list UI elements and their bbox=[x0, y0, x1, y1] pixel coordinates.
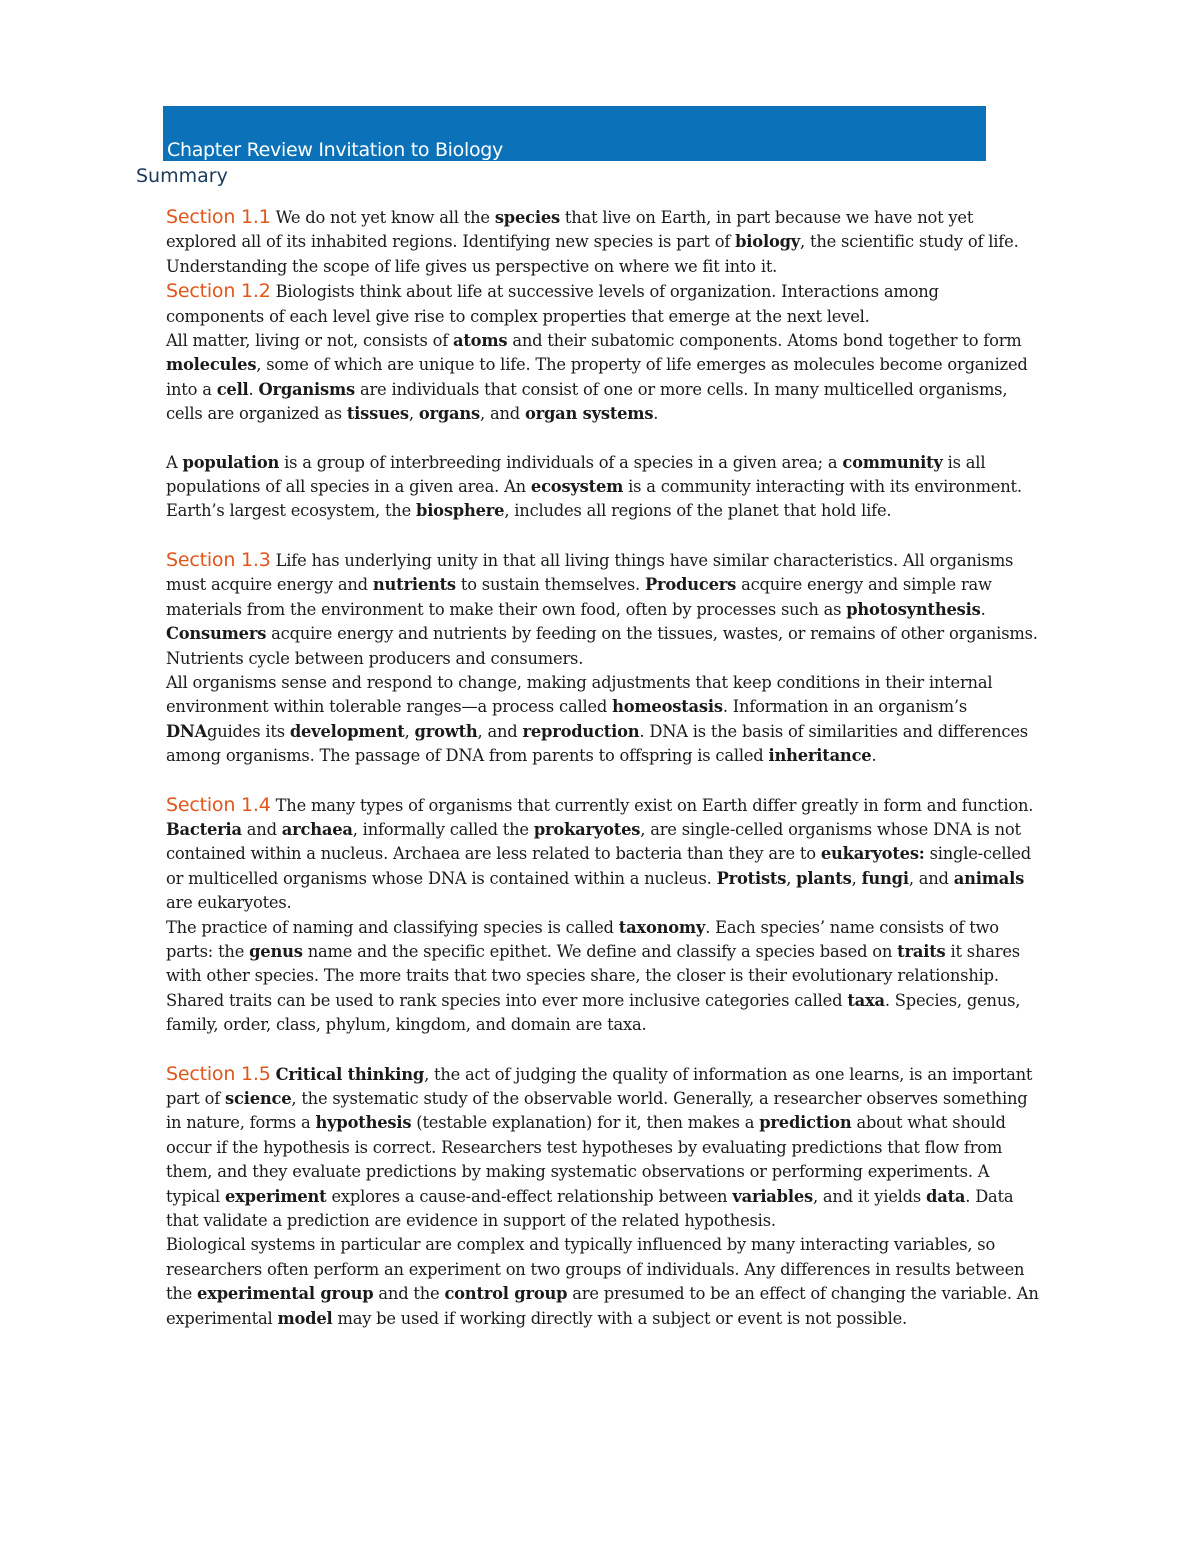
text-run: it shares with other species. The more traits that two species share, the closer is their evolutionary relationship. Shared traits can be used to rank species into ever more inclusive categories called bbox=[166, 941, 1020, 1010]
summary-paragraph bbox=[166, 279, 1041, 329]
text-run: Life has underlying unity in that all living things have similar characteristics. All organisms must acquire energy and bbox=[166, 550, 1014, 595]
section-label: Section 1.3 bbox=[166, 548, 271, 571]
text-run: , bbox=[786, 868, 797, 888]
text-run: , and bbox=[477, 721, 523, 741]
key-term: genus bbox=[249, 941, 303, 961]
text-run: All organisms sense and respond to change, making adjustments that keep conditions in their internal environment within tolerable ranges—a process called bbox=[166, 672, 993, 717]
key-term: organ systems bbox=[524, 404, 654, 424]
text-run: All matter, living or not, consists of bbox=[166, 331, 454, 351]
key-term: growth bbox=[414, 721, 478, 741]
text-run: to sustain themselves. bbox=[455, 575, 645, 595]
summary-paragraph bbox=[166, 329, 1041, 427]
key-term: taxonomy bbox=[618, 917, 706, 937]
section-gap bbox=[166, 524, 1041, 548]
key-term: community bbox=[842, 452, 943, 472]
text-run: that live on Earth, in part because we have not yet explored all of its inhabited regions. Identifying new species is part of bbox=[166, 208, 974, 252]
key-term: population bbox=[182, 452, 280, 472]
text-run: , are single-celled organisms whose DNA is not contained within a nucleus. Archaea are less related to bacteria than they are to bbox=[166, 819, 1021, 864]
text-run: are eukaryotes. bbox=[166, 893, 292, 913]
text-run: . Data that validate a prediction are evidence in support of the related hypothesis. bbox=[166, 1186, 1014, 1231]
key-term: tissues bbox=[346, 404, 409, 424]
summary-content bbox=[166, 205, 1041, 1331]
text-run: may be used if working directly with a subject or event is not possible. bbox=[332, 1308, 908, 1328]
text-run: . bbox=[980, 599, 986, 619]
text-run: , the act of judging the quality of information as one learns, is an important part of bbox=[166, 1064, 1033, 1108]
text-run: Biological systems in particular are complex and typically influenced by many interacting variables, so researchers often perform an experiment on two groups of individuals. Any differences in results between the bbox=[166, 1235, 1025, 1304]
summary-paragraph bbox=[166, 1062, 1041, 1234]
key-term: Critical thinking bbox=[275, 1064, 425, 1084]
text-run: , the systematic study of the observable world. Generally, a researcher observes something in nature, forms a bbox=[166, 1089, 1028, 1133]
key-term: prediction bbox=[759, 1113, 852, 1133]
text-run: name and the specific epithet. We define and classify a species based on bbox=[302, 941, 898, 961]
text-run: guides its bbox=[207, 721, 290, 741]
text-run: , bbox=[408, 404, 419, 424]
key-term: Organisms bbox=[258, 379, 355, 399]
key-term: ecosystem bbox=[530, 477, 624, 497]
text-run: A bbox=[166, 452, 183, 472]
summary-paragraph bbox=[166, 1233, 1041, 1331]
summary-paragraph bbox=[166, 671, 1041, 769]
text-run: , includes all regions of the planet that hold life. bbox=[504, 501, 892, 521]
text-run: The many types of organisms that currently exist on Earth differ greatly in form and function. bbox=[270, 795, 1034, 815]
text-run: are presumed to be an effect of changing the variable. An experimental bbox=[166, 1284, 1039, 1328]
key-term: DNA bbox=[166, 721, 208, 741]
key-term: Protists bbox=[716, 868, 787, 888]
text-run: and bbox=[241, 819, 282, 839]
text-run: (testable explanation) for it, then makes a bbox=[411, 1113, 760, 1133]
key-term: data bbox=[926, 1186, 966, 1206]
text-run: is all populations of all species in a given area. An bbox=[166, 452, 986, 497]
key-term: animals bbox=[953, 868, 1025, 888]
summary-paragraph bbox=[166, 205, 1041, 279]
key-term: atoms bbox=[453, 331, 508, 351]
summary-paragraph bbox=[166, 916, 1041, 1038]
key-term: experiment bbox=[224, 1186, 327, 1206]
key-term: reproduction bbox=[522, 721, 640, 741]
key-term: cell bbox=[216, 379, 249, 399]
key-term: hypothesis bbox=[315, 1113, 412, 1133]
text-run: , and bbox=[480, 404, 525, 424]
text-run: . bbox=[653, 404, 659, 424]
text-run: , and it yields bbox=[812, 1186, 927, 1206]
text-run: about what should occur if the hypothesis is correct. Researchers test hypotheses by evaluating predictions that flow from them, and they evaluate predictions by making systematic observations or performing experiments. A typical bbox=[166, 1113, 1006, 1206]
text-run: The practice of naming and classifying species is called bbox=[166, 917, 619, 937]
key-term: Bacteria bbox=[166, 819, 242, 839]
section-label: Section 1.1 bbox=[166, 206, 271, 228]
text-run: , bbox=[404, 721, 415, 741]
text-run: , informally called the bbox=[352, 819, 534, 839]
text-run: , the scientific study of life. Understanding the scope of life gives us perspective on where we fit into it. bbox=[166, 232, 1019, 276]
key-term: inheritance bbox=[768, 746, 872, 766]
key-term: eukaryotes: bbox=[820, 844, 925, 864]
paragraph-gap bbox=[166, 427, 1041, 451]
section-label: Section 1.2 bbox=[166, 280, 271, 303]
text-run: . bbox=[248, 379, 259, 399]
section-label: Section 1.5 bbox=[166, 1062, 271, 1085]
text-run: acquire energy and simple raw materials from the environment to make their own food, often by processes such as bbox=[166, 575, 992, 619]
key-term: photosynthesis bbox=[846, 599, 981, 619]
key-term: experimental group bbox=[197, 1284, 374, 1304]
section-label: Section 1.4 bbox=[166, 793, 271, 816]
text-run: , bbox=[851, 868, 862, 888]
chapter-title: Chapter Review Invitation to Biology bbox=[167, 139, 503, 161]
text-run: . Information in an organism’s bbox=[722, 697, 968, 717]
key-term: homeostasis bbox=[612, 697, 723, 717]
text-run: Biologists think about life at successive levels of organization. Interactions among components of each level give rise to complex properties that emerge at the next level. bbox=[166, 282, 939, 326]
key-term: species bbox=[494, 208, 560, 227]
key-term: fungi bbox=[861, 868, 909, 888]
key-term: traits bbox=[897, 941, 946, 961]
key-term: science bbox=[225, 1089, 292, 1108]
key-term: Consumers bbox=[166, 624, 267, 644]
key-term: archaea bbox=[281, 819, 353, 839]
chapter-banner bbox=[163, 106, 986, 161]
text-run: acquire energy and nutrients by feeding on the tissues, wastes, or remains of other organisms. Nutrients cycle between producers and consumers. bbox=[166, 624, 1038, 668]
key-term: nutrients bbox=[372, 575, 456, 595]
text-run: . DNA is the basis of similarities and differences among organisms. The passage of DNA from parents to offspring is called bbox=[166, 721, 1028, 766]
text-run: . Each species’ name consists of two parts: the bbox=[166, 917, 999, 961]
key-term: model bbox=[277, 1308, 333, 1328]
text-run: and the bbox=[373, 1284, 445, 1304]
key-term: taxa bbox=[847, 990, 885, 1010]
text-run: is a community interacting with its environment. Earth’s largest ecosystem, the bbox=[166, 477, 1022, 521]
section-gap bbox=[166, 769, 1041, 793]
text-run: is a group of interbreeding individuals of a species in a given area; a bbox=[279, 452, 843, 472]
key-term: prokaryotes bbox=[533, 819, 641, 839]
key-term: control group bbox=[444, 1284, 568, 1304]
text-run: . bbox=[871, 746, 877, 766]
key-term: biosphere bbox=[416, 501, 505, 521]
section-gap bbox=[166, 1038, 1041, 1062]
text-run: are individuals that consist of one or more cells. In many multicelled organisms, cells are organized as bbox=[166, 379, 1008, 424]
key-term: variables bbox=[732, 1186, 813, 1206]
text-run: explores a cause-and-effect relationship between bbox=[326, 1186, 733, 1206]
text-run: , and bbox=[908, 868, 954, 888]
key-term: organs bbox=[418, 404, 480, 424]
summary-heading: Summary bbox=[136, 165, 228, 187]
text-run: . Species, genus, family, order, class, phylum, kingdom, and domain are taxa. bbox=[166, 990, 1021, 1035]
key-term: biology bbox=[735, 232, 801, 252]
key-term: plants bbox=[796, 868, 852, 888]
text-run: and their subatomic components. Atoms bond together to form bbox=[507, 331, 1022, 351]
text-run: , some of which are unique to life. The property of life emerges as molecules become organized into a bbox=[166, 355, 1028, 399]
key-term: Producers bbox=[644, 575, 737, 595]
key-term: development bbox=[289, 721, 405, 741]
text-run: We do not yet know all the bbox=[270, 208, 495, 227]
key-term: molecules bbox=[166, 355, 257, 375]
summary-paragraph bbox=[166, 793, 1041, 916]
summary-paragraph bbox=[166, 451, 1041, 524]
summary-paragraph bbox=[166, 548, 1041, 671]
text-run: single-celled or multicelled organisms whose DNA is contained within a nucleus. bbox=[166, 844, 1032, 888]
